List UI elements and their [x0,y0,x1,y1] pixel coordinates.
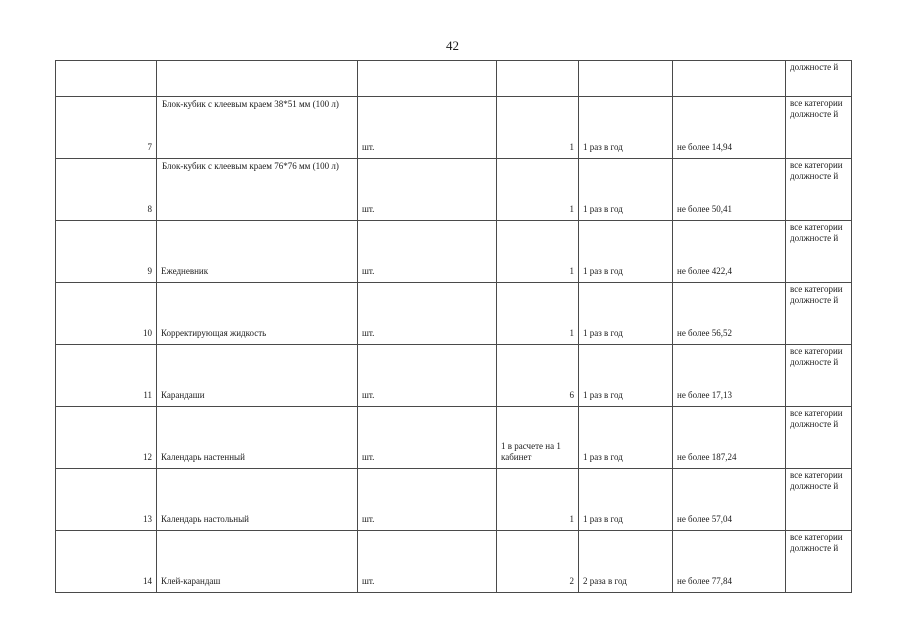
category-cell: все категории должносте й [786,221,852,283]
freq-cell: 1 раз в год [579,97,673,159]
num-cell: 12 [56,407,157,469]
name-text: Карандаши [161,390,205,400]
num-cell: 10 [56,283,157,345]
num-cell: 7 [56,97,157,159]
category-cell: должносте й [786,61,852,97]
qty-cell: 1 [497,97,579,159]
price-cell: не более 56,52 [673,283,786,345]
freq-cell: 1 раз в год [579,345,673,407]
unit-cell: шт. [358,283,497,345]
freq-cell: 1 раз в год [579,469,673,531]
qty-cell: 6 [497,345,579,407]
num-cell [56,61,157,97]
unit-cell: шт. [358,97,497,159]
freq-cell: 1 раз в год [579,283,673,345]
name-text: Календарь настольный [161,514,249,524]
category-cell: все категории должносте й [786,469,852,531]
qty-cell [497,61,579,97]
price-cell: не более 187,24 [673,407,786,469]
category-cell: все категории должносте й [786,283,852,345]
qty-cell: 1 [497,283,579,345]
name-cell [157,345,358,407]
name-cell [157,283,358,345]
table-row [56,469,852,531]
num-cell: 14 [56,531,157,593]
qty-cell: 1 [497,159,579,221]
category-cell: все категории должносте й [786,345,852,407]
price-cell: не более 50,41 [673,159,786,221]
unit-cell: шт. [358,531,497,593]
price-cell [673,61,786,97]
freq-cell: 1 раз в год [579,407,673,469]
price-cell: не более 17,13 [673,345,786,407]
table-row [56,345,852,407]
freq-cell [579,61,673,97]
qty-cell: 1 [497,469,579,531]
freq-cell: 1 раз в год [579,221,673,283]
category-cell: все категории должносте й [786,159,852,221]
name-top-text: Блок-кубик с клеевым краем 38*51 мм (100 л) [162,99,339,109]
num-cell: 11 [56,345,157,407]
num-cell: 13 [56,469,157,531]
page-number: 42 [446,38,459,53]
name-text: Календарь настенный [161,452,245,462]
unit-cell: шт. [358,345,497,407]
table-row [56,97,852,159]
category-cell: все категории должносте й [786,407,852,469]
category-cell: все категории должносте й [786,97,852,159]
table-row [56,159,852,221]
table-row [56,531,852,593]
unit-cell [358,61,497,97]
name-text: Корректирующая жидкость [161,328,267,338]
qty-cell: 1 [497,221,579,283]
num-cell: 9 [56,221,157,283]
unit-cell: шт. [358,469,497,531]
name-cell [157,221,358,283]
name-text: Ежедневник [161,266,209,276]
unit-cell: шт. [358,221,497,283]
price-cell: не более 77,84 [673,531,786,593]
price-cell: не более 422,4 [673,221,786,283]
price-cell: не более 14,94 [673,97,786,159]
name-top-text: Блок-кубик с клеевым краем 76*76 мм (100 л) [162,161,339,171]
price-cell: не более 57,04 [673,469,786,531]
table-row [56,407,852,469]
table-row [56,283,852,345]
unit-cell: шт. [358,159,497,221]
table-row [56,221,852,283]
qty-cell: 1 в расчете на 1 кабинет [497,407,579,469]
qty-cell: 2 [497,531,579,593]
name-cell [157,531,358,593]
freq-cell: 1 раз в год [579,159,673,221]
category-cell: все категории должносте й [786,531,852,593]
num-cell: 8 [56,159,157,221]
continued-row [56,61,852,97]
name-text: Клей-карандаш [161,576,221,586]
unit-cell: шт. [358,407,497,469]
name-cell [157,61,358,97]
name-cell [157,469,358,531]
freq-cell: 2 раза в год [579,531,673,593]
name-cell [157,407,358,469]
name-cell [157,97,358,159]
supplies-table [55,60,852,593]
name-cell [157,159,358,221]
